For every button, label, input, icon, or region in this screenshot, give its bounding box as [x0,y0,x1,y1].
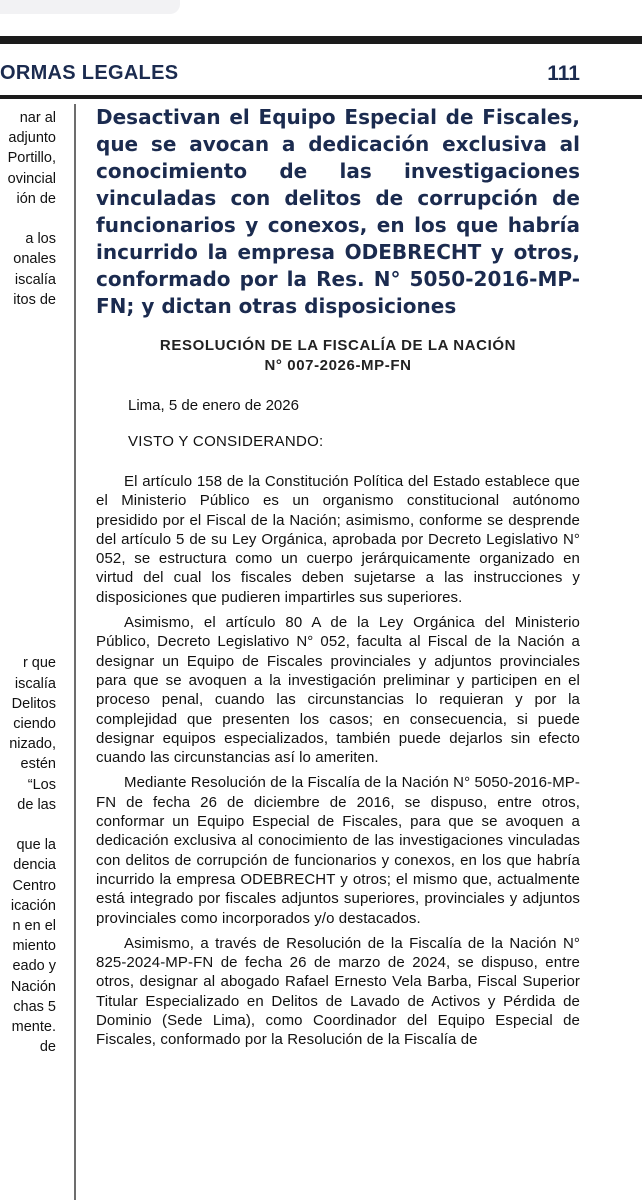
header-rule-top [0,36,642,44]
browser-tab-shape [0,0,180,14]
left-column-line: de [39,1039,56,1056]
left-column-line: ciendo [13,716,56,732]
left-column-line: mente. [11,1019,56,1035]
left-column-line: onales [13,251,56,268]
left-column-line: iscalía [14,675,56,692]
left-column-line: adjunto [8,130,56,147]
resolution-title [96,336,580,376]
left-column-line: ovincial [7,170,56,187]
left-column-line: n en el [12,918,56,934]
visto-considerando: VISTO Y CONSIDERANDO: [128,433,324,450]
left-column-line: Centro [12,877,56,894]
left-column-line: nizado, [9,736,56,753]
resolution-number: N° 007-2026-MP-FN [264,357,412,374]
paragraph: El artículo 158 de la Constitución Política del Estado establece que el Ministerio Público es un organismo constitucional autónomo presidido por el Fiscal de la Nación; asimismo, conforme se desprende del artículo 5 de su Ley Orgánica, aprobada por Decreto Legislativo N° 052, se estructura como un cuerpo jerárquicamente organizado en virtud del cual los fiscales deben sujetarse a las instrucciones y disposiciones que pudieren impartirles sus superiores. [96,473,580,606]
page-number: 111 [547,62,580,85]
header-rule-bottom [0,95,642,99]
article-headline: Desactivan el Equipo Especial de Fiscales, que se avocan a dedicación exclusiva al conocimiento de las investigaciones vinculadas con delitos de corrupción de funcionarios y conexos, en los que habría incurrido la empresa ODEBRECHT y otros, conformado por la Res. N° 5050-2016-MP-FN; y dictan otras disposiciones [96,105,580,318]
resolution-title-line1: RESOLUCIÓN DE LA FISCALÍA DE LA NACIÓN [159,337,517,354]
column-divider [74,104,76,1200]
paragraph: Asimismo, el artículo 80 A de la Ley Orgánica del Ministerio Público, Decreto Legislativo N° 052, faculta al Fiscal de la Nación a designar un Equipo de Fiscales provinciales y adjuntos provinciales para que se avoquen a la investigación preliminar y participen en el proceso penal, cuando las circunstancias lo requieran y por la complejidad que presenten los casos; en consecuencia, si puede designar equipos especializados, también puede dejarlos sin efecto cuando las circunstancias así lo ameriten. [96,614,580,767]
article-body [96,472,580,1050]
left-column-line: “Los [27,776,56,793]
left-column-line: eado y [12,958,56,975]
left-column-line: icación [10,897,56,914]
left-column-line: Nación [10,978,56,995]
running-head-section: ORMAS LEGALES [0,62,179,84]
left-column-line: chas 5 [13,998,56,1015]
article [96,104,580,1050]
left-column-line: r que [22,655,56,672]
left-column-line: iscalía [14,271,56,288]
left-column-fragment [0,103,60,1200]
paragraph: Asimismo, a través de Resolución de la Fiscalía de la Nación N° 825-2024-MP-FN de fecha 26 de marzo de 2024, se dispuso, entre otros, designar al abogado Rafael Ernesto Vela Barba, Fiscal Superior Titular Especializado en Delitos de Lavado de Activos y Pérdida de Dominio (Sede Lima), como Coordinador del Equipo Especial de Fiscales, conformado por la Resolución de la Fiscalía de [96,934,580,1049]
left-column-line: Portillo, [7,150,56,167]
left-column-line: miento [12,938,56,955]
browser-top-bar [0,0,642,30]
left-column-line: nar al [19,110,56,126]
paragraph: Mediante Resolución de la Fiscalía de la Nación N° 5050-2016-MP-FN de fecha 26 de diciembre de 2016, se dispuso, entre otros, conformar un Equipo Especial de Fiscales, para que se avoquen a dedicación exclusiva al conocimiento de las investigaciones vinculadas con delitos de corrupción de funcionarios y conexos, en los que habría incurrido la empresa ODEBRECHT y otros; el mismo que, actualmente está integrado por fiscales adjuntos superiores, provinciales y adjuntos provinciales como incorporados y/o destacados. [96,774,580,927]
left-column-line: de las [17,796,56,813]
left-column-line: Delitos [11,695,56,712]
left-column-line: dencia [13,857,56,874]
left-column-line: itos de [13,291,56,308]
left-column-line: a los [25,231,56,248]
left-column-line: estén [20,756,56,773]
left-column-line: ión de [16,190,56,207]
left-column-line: que la [16,837,56,854]
dateline: Lima, 5 de enero de 2026 [128,397,299,414]
